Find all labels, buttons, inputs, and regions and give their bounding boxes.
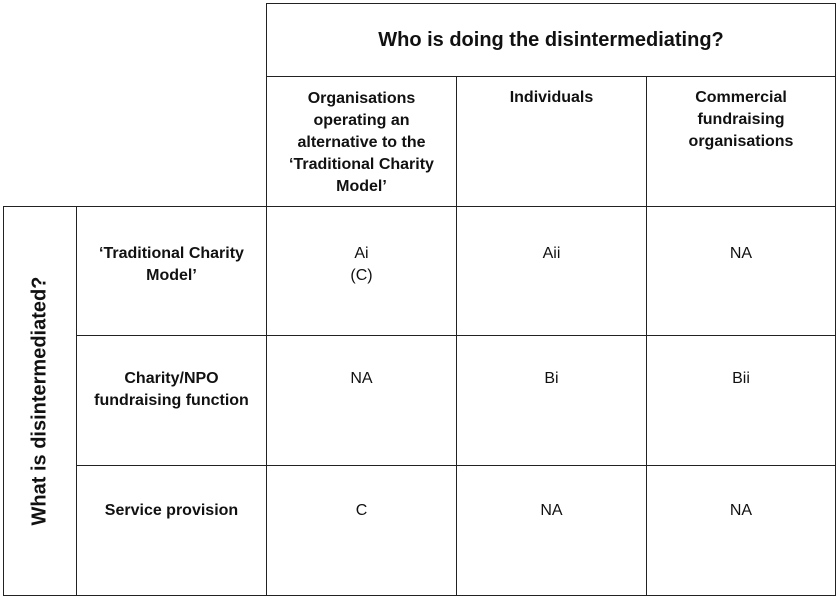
row-title-text: What is disintermediated?	[28, 276, 51, 526]
cell-value: NA	[540, 502, 563, 519]
cell-value: Bii	[732, 370, 750, 387]
table-cell	[266, 335, 457, 466]
table-cell	[646, 206, 836, 336]
cell-value: NA	[729, 245, 753, 262]
cell-value: Ai (C)	[350, 245, 373, 284]
table-cell	[646, 465, 836, 596]
column-header-label: Individuals	[509, 89, 594, 106]
table-cell	[456, 206, 647, 336]
column-header-commercial	[646, 76, 836, 207]
table-cell	[646, 335, 836, 466]
column-title	[266, 3, 836, 77]
cell-value: C	[355, 502, 368, 519]
column-header-organisations	[266, 76, 457, 207]
column-title-text: Who is doing the disintermediating?	[378, 28, 724, 51]
row-label-fundraising-function	[76, 335, 267, 466]
table-cell	[266, 465, 457, 596]
cell-value: Bi	[544, 370, 559, 387]
row-label-text: Charity/NPO fundraising function	[94, 370, 249, 409]
row-label-text: ‘Traditional Charity Model’	[99, 245, 244, 284]
column-header-individuals	[456, 76, 647, 207]
table-cell	[266, 206, 457, 336]
table-cell	[456, 465, 647, 596]
cell-value: Aii	[542, 245, 561, 262]
row-title	[3, 206, 77, 596]
row-label-traditional-charity-model	[76, 206, 267, 336]
column-header-label: Commercial fundraising organisations	[688, 89, 794, 150]
table-cell	[456, 335, 647, 466]
cell-value: NA	[350, 370, 373, 387]
row-label-text: Service provision	[104, 502, 239, 519]
cell-value: NA	[729, 502, 753, 519]
row-label-service-provision	[76, 465, 267, 596]
column-header-label: Organisations operating an alternative to the ‘Traditional Charity Model’	[289, 90, 434, 195]
